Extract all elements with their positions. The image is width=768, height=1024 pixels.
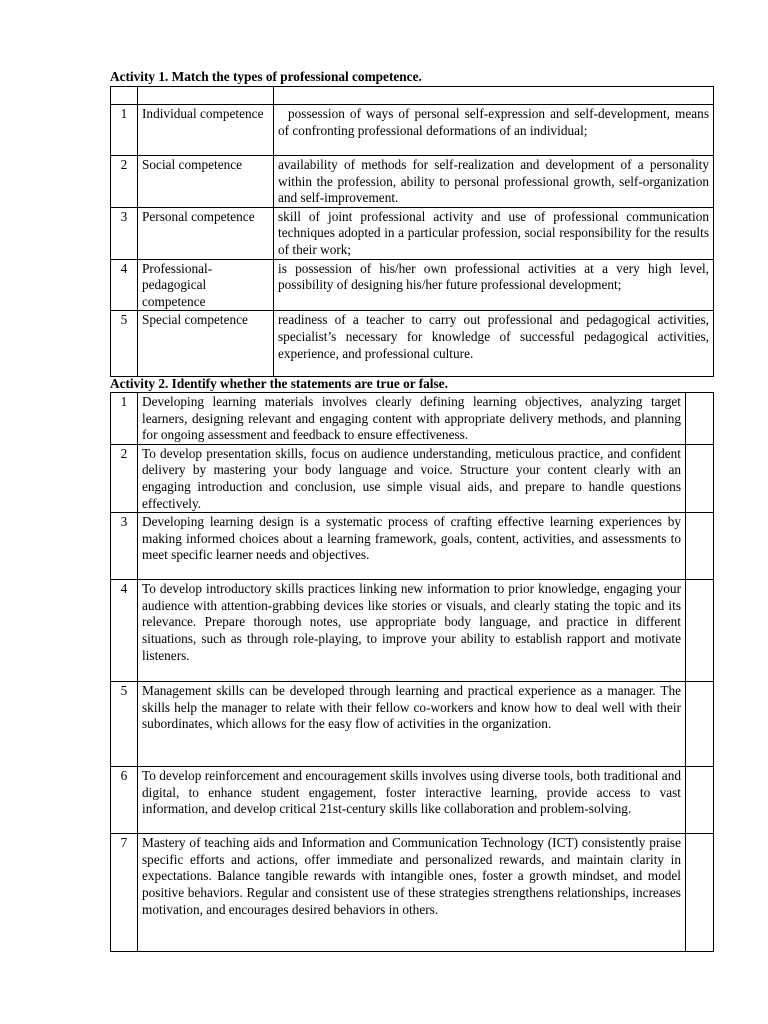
row-number: 2 <box>111 156 138 208</box>
table-row <box>111 105 714 156</box>
activity2-table <box>110 392 714 952</box>
statement-text: To develop introductory skills practices linking new information to prior knowledge, engaging your audience with attention-grabbing devices like stories or visuals, and clearly stating the topic and its relevance. Prepare thorough notes, use appropriate body language, and practice in different situations, such as through role-playing, to improve your ability to establish rapport and motivate listeners. <box>138 580 686 682</box>
answer-cell[interactable] <box>686 682 714 767</box>
statement-text: To develop reinforcement and encouragement skills involves using diverse tools, both traditional and digital, to enhance student engagement, foster interactive learning, provide access to vast information, and develop critical 21st-century skills like collaboration and problem-solving. <box>138 767 686 834</box>
row-number: 1 <box>111 105 138 156</box>
statement-text: Developing learning materials involves clearly defining learning objectives, analyzing target learners, designing relevant and engaging content with appropriate delivery methods, and planning for ongoing assessment and feedback to ensure effectiveness. <box>138 393 686 445</box>
row-number: 4 <box>111 259 138 311</box>
table-row <box>111 444 714 512</box>
row-number: 3 <box>111 207 138 259</box>
competence-term: Personal competence <box>138 207 274 259</box>
row-number: 5 <box>111 682 138 767</box>
answer-cell[interactable] <box>686 393 714 445</box>
statement-text: Developing learning design is a systematic process of crafting effective learning experiences by making informed choices about a learning framework, goals, content, activities, and assessments to meet specific learner needs and objectives. <box>138 513 686 580</box>
row-number: 7 <box>111 834 138 952</box>
row-number: 6 <box>111 767 138 834</box>
statement-text: Mastery of teaching aids and Information and Communication Technology (ICT) consistently praise specific efforts and actions, offer immediate and personalized rewards, and maintain clarity in expectations. Balance tangible rewards with intangible ones, foster a growth mindset, and model positive behaviors. Regular and consistent use of these strategies strengthens relationships, increases motivation, and encourages desired behaviors in others. <box>138 834 686 952</box>
activity1-header-row <box>111 87 714 105</box>
competence-definition: is possession of his/her own professional activities at a very high level, possibility of designing his/her future professional development; <box>274 259 714 311</box>
answer-cell[interactable] <box>686 767 714 834</box>
answer-cell[interactable] <box>686 580 714 682</box>
answer-cell[interactable] <box>686 834 714 952</box>
header-cell <box>138 87 274 105</box>
competence-definition: possession of ways of personal self-expression and self-development, means of confronting professional deformations of an individual; <box>274 105 714 156</box>
activity1-table <box>110 86 714 377</box>
competence-term: Individual competence <box>138 105 274 156</box>
table-row <box>111 259 714 311</box>
answer-cell[interactable] <box>686 444 714 512</box>
answer-cell[interactable] <box>686 513 714 580</box>
competence-definition: skill of joint professional activity and use of professional communication techniques adopted in a particular profession, social responsibility for the results of their work; <box>274 207 714 259</box>
table-row <box>111 580 714 682</box>
row-number: 1 <box>111 393 138 445</box>
table-row <box>111 393 714 445</box>
table-row <box>111 207 714 259</box>
activity2-title: Activity 2. Identify whether the statements are true or false. <box>110 376 448 391</box>
table-row <box>111 767 714 834</box>
row-number: 2 <box>111 444 138 512</box>
header-cell <box>111 87 138 105</box>
row-number: 5 <box>111 311 138 377</box>
row-number: 4 <box>111 580 138 682</box>
competence-definition: availability of methods for self-realization and development of a personality within the profession, ability to personal professional growth, self-organization and self-improvement. <box>274 156 714 208</box>
competence-term: Special competence <box>138 311 274 377</box>
statement-text: Management skills can be developed through learning and practical experience as a manager. The skills help the manager to relate with their fellow co-workers and know how to deal well with their subordinates, which allows for the easy flow of activities in the organization. <box>138 682 686 767</box>
statement-text: To develop presentation skills, focus on audience understanding, meticulous practice, and confident delivery by mastering your body language and voice. Structure your content clearly with an engaging introduction and conclusion, use simple visual aids, and prepare to handle questions effectively. <box>138 444 686 512</box>
table-row <box>111 156 714 208</box>
competence-definition: readiness of a teacher to carry out professional and pedagogical activities, specialist’s necessary for knowledge of successful pedagogical activities, experience, and professional culture. <box>274 311 714 377</box>
competence-term: Professional-pedagogical competence <box>138 259 274 311</box>
header-cell <box>274 87 714 105</box>
activity1-title: Activity 1. Match the types of professional competence. <box>110 69 422 84</box>
table-row <box>111 834 714 952</box>
row-number: 3 <box>111 513 138 580</box>
table-row <box>111 311 714 377</box>
table-row <box>111 513 714 580</box>
table-row <box>111 682 714 767</box>
competence-term: Social competence <box>138 156 274 208</box>
